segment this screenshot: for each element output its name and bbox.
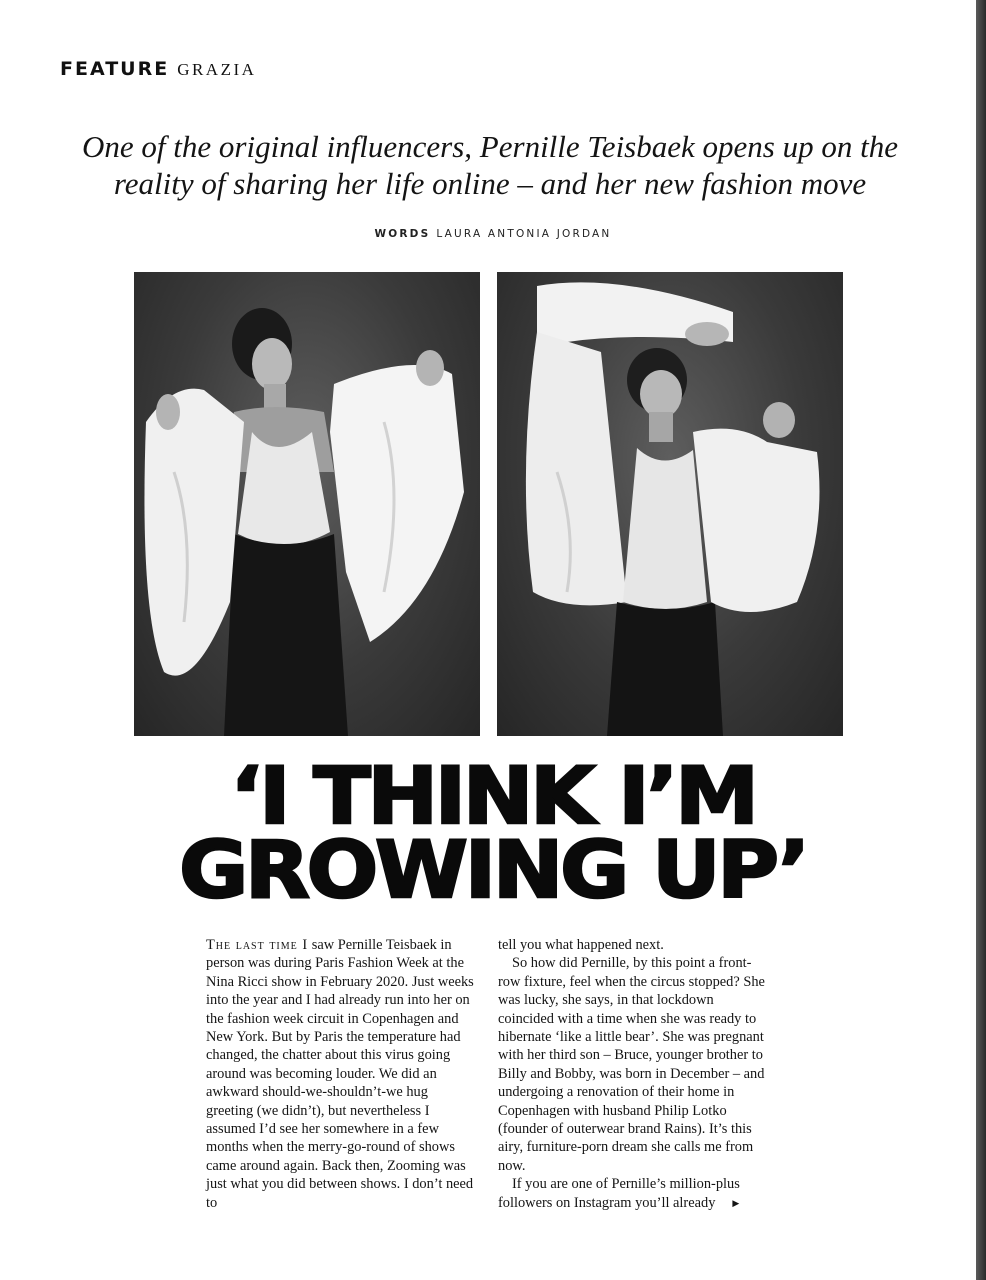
headline-line-2: GROWING UP’ <box>179 826 807 916</box>
article-column-left <box>206 936 478 1212</box>
paragraph-text: saw Pernille Teisbaek in person was during Paris Fashion Week at the Nina Ricci show in February 2020. Just weeks into the year and I had already run into her on the fashion week circuit in Copenhagen and New York. But by Paris the temperature had changed, the chatter about this virus going around was becoming louder. We did an awkward should-we-shouldn’t-we hug greeting (we didn’t), but nevertheless I assumed I’d see her somewhere in a few months when the merry-go-round of shows came around again. Back then, Zooming was just what you did between shows. I don’t need to <box>206 937 474 1211</box>
byline-author: LAURA ANTONIA JORDAN <box>436 228 612 240</box>
article-paragraph: tell you what happened next. <box>498 937 664 953</box>
article-paragraph <box>498 1175 770 1212</box>
paragraph-text: If you are one of Pernille’s million-plus followers on Instagram you’ll already <box>498 1176 740 1211</box>
magazine-name: GRAZIA <box>177 60 257 79</box>
headline-line-1: ‘I THINK I’M <box>230 752 756 842</box>
headline <box>0 752 986 916</box>
byline <box>0 228 986 240</box>
photo-right-illustration <box>497 272 843 736</box>
article-paragraph <box>206 936 478 1212</box>
section-name: FEATURE <box>60 58 170 80</box>
standfirst-line-2: reality of sharing her life online – and her new fashion move <box>113 166 867 201</box>
byline-label: WORDS <box>374 228 431 240</box>
continue-arrow-icon: ▶ <box>732 1197 740 1208</box>
article-column-right <box>498 936 770 1212</box>
standfirst-line-1: One of the original influencers, Pernille Teisbaek opens up on the <box>82 129 898 164</box>
photo-left-illustration <box>134 272 480 736</box>
standfirst <box>40 128 940 202</box>
photo-right <box>497 272 843 736</box>
lead-in: The last time I <box>206 937 309 953</box>
article-paragraph: So how did Pernille, by this point a front-row fixture, feel when the circus stopped? She was lucky, she says, in that lockdown coincided with a time when she was ready to hibernate ‘like a little bear’. She was pregnant with her third son – Bruce, younger brother to Billy and Bobby, was born in December – and undergoing a renovation of their home in Copenhagen with husband Philip Lotko (founder of outerwear brand Rains). It’s this airy, furniture-porn dream she calls me from now. <box>498 955 765 1174</box>
section-label <box>60 58 256 80</box>
page-spine-edge <box>976 0 986 1280</box>
photo-left <box>134 272 480 736</box>
